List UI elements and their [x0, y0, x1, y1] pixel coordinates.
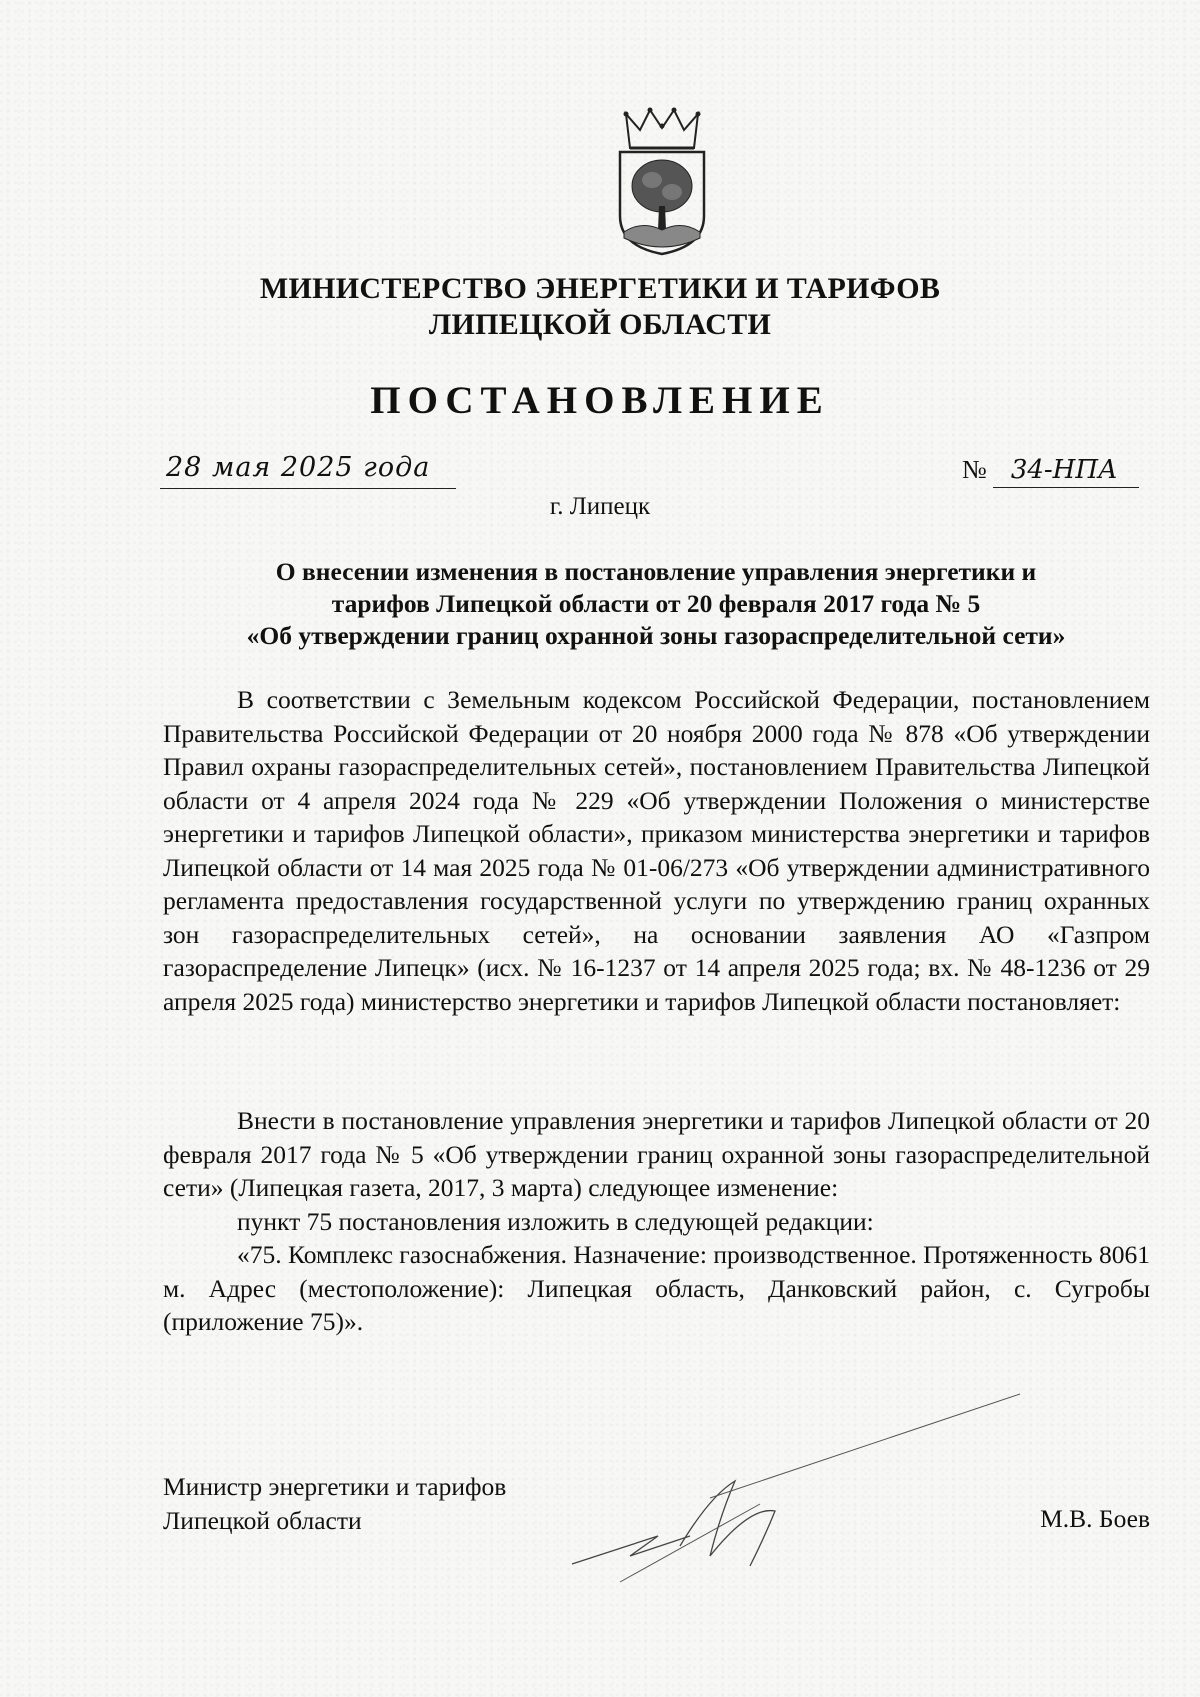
document-number — [962, 455, 1139, 488]
subject-line: «Об утверждении границ охранной зоны газораспределительной сети» — [246, 621, 1066, 650]
document-subject — [160, 556, 1152, 652]
resolution-block — [163, 1104, 1150, 1339]
position-line: Министр энергетики и тарифов — [163, 1472, 507, 1501]
organization-name-line1: МИНИСТЕРСТВО ЭНЕРГЕТИКИ И ТАРИФОВ — [259, 272, 941, 305]
coat-of-arms-emblem — [612, 106, 712, 256]
document-date: 28 мая 2025 года — [160, 452, 456, 489]
position-line: Липецкой области — [163, 1506, 362, 1535]
handwritten-signature — [560, 1386, 1030, 1586]
number-prefix: № — [962, 455, 987, 484]
organization-name-line2: ЛИПЕЦКОЙ ОБЛАСТИ — [428, 308, 772, 341]
item-text-paragraph: «75. Комплекс газоснабжения. Назначение: производственное. Протяженность 8061 м. Адрес (местоположение): Липецкая область, Данковский район, с. Сугробы (приложение 75)». — [163, 1240, 1150, 1336]
preamble-block — [163, 683, 1150, 1018]
preamble-paragraph: В соответствии с Земельным кодексом Российской Федерации, постановлением Правительства Российской Федерации от 20 ноября 2000 года № 878 «Об утверждении Правил охраны газораспределительных сетей», постановлением Правительства Липецкой области от 4 апреля 2024 года № 229 «Об утверждении Положения о министерстве энергетики и тарифов Липецкой области», приказом министерства энергетики и тарифов Липецкой области от 14 мая 2025 года № 01-06/273 «Об утверждении административного регламента предоставления государственной услуги по утверждению границ охранных зон газораспределительных сетей», на основании заявления АО «Газпром газораспределение Липецк» (исх. № 16-1237 от 14 апреля 2025 года; вх. № 48-1236 от 29 апреля 2025 года) министерство энергетики и тарифов Липецкой области постановляет: — [163, 685, 1150, 1016]
subject-line: О внесении изменения в постановление управления энергетики и — [275, 557, 1037, 586]
document-type-title: ПОСТАНОВЛЕНИЕ — [370, 379, 830, 422]
item-intro-paragraph: пункт 75 постановления изложить в следующей редакции: — [237, 1206, 874, 1236]
number-value: 34-НПА — [993, 455, 1139, 488]
signatory-name: М.В. Боев — [1040, 1504, 1150, 1533]
resolution-paragraph: Внести в постановление управления энергетики и тарифов Липецкой области от 20 февраля 2017 года № 5 «Об утверждении границ охранной зоны газораспределительной сети» (Липецкая газета, 2017, 3 марта) следующее изменение: — [163, 1106, 1150, 1202]
city-label: г. Липецк — [549, 493, 651, 520]
subject-line: тарифов Липецкой области от 20 февраля 2017 года № 5 — [331, 589, 981, 618]
signatory-position — [163, 1470, 506, 1538]
